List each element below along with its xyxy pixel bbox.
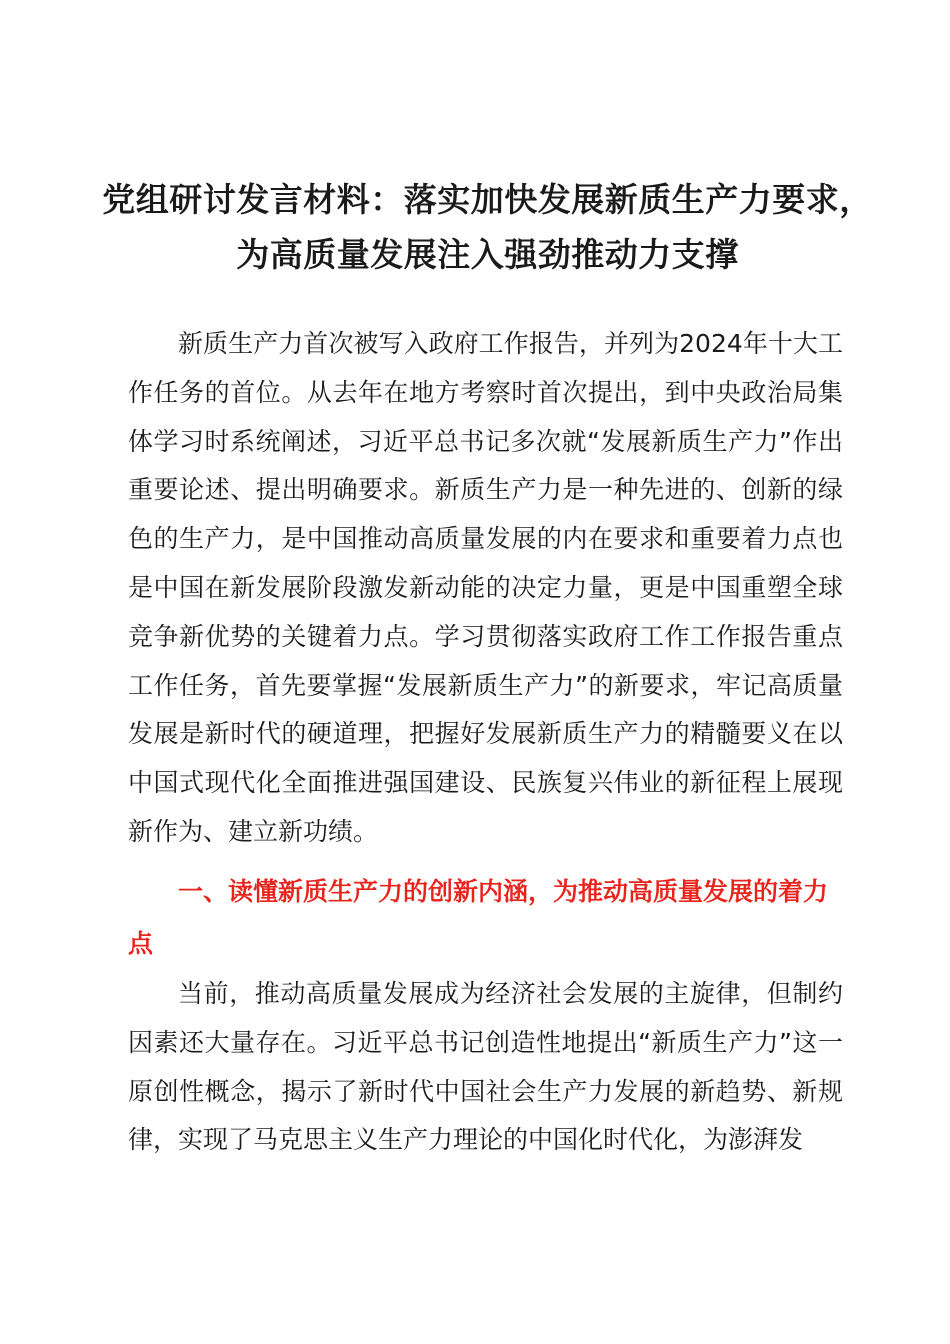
body-paragraph-1: 新质生产力首次被写入政府工作报告，并列为2024年十大工作任务的首位。从去年在地方考察时首次提出，到中央政治局集体学习时系统阐述，习近平总书记多次就“发展新质生产力”作出重要论述、提出明确要求。新质生产力是一种先进的、创新的绿色的生产力，是中国推动高质量发展的内在要求和重要着力点也是中国在新发展阶段激发新动能的决定力量，更是中国重塑全球竞争新优势的关键着力点。学习贯彻落实政府工作工作报告重点工作任务，首先要掌握“发展新质生产力”的新要求，牢记高质量发展是新时代的硬道理，把握好发展新质生产力的精髓要义在以中国式现代化全面推进强国建设、民族复兴伟业的新征程上展现新作为、建立新功绩。 [128, 329, 843, 846]
document-title: 党组研讨发言材料：落实加快发展新质生产力要求，为高质量发展注入强劲推动力支撑 [102, 180, 873, 274]
section-heading-1: 一、读懂新质生产力的创新内涵，为推动高质量发展的着力点 [128, 877, 829, 958]
body-paragraph-2: 当前，推动高质量发展成为经济社会发展的主旋律，但制约因素还大量存在。习近平总书记创造性地提出“新质生产力”这一原创性概念，揭示了新时代中国社会生产力发展的新趋势、新规律，实现了马克思主义生产力理论的中国化时代化，为澎湃发 [128, 979, 843, 1155]
